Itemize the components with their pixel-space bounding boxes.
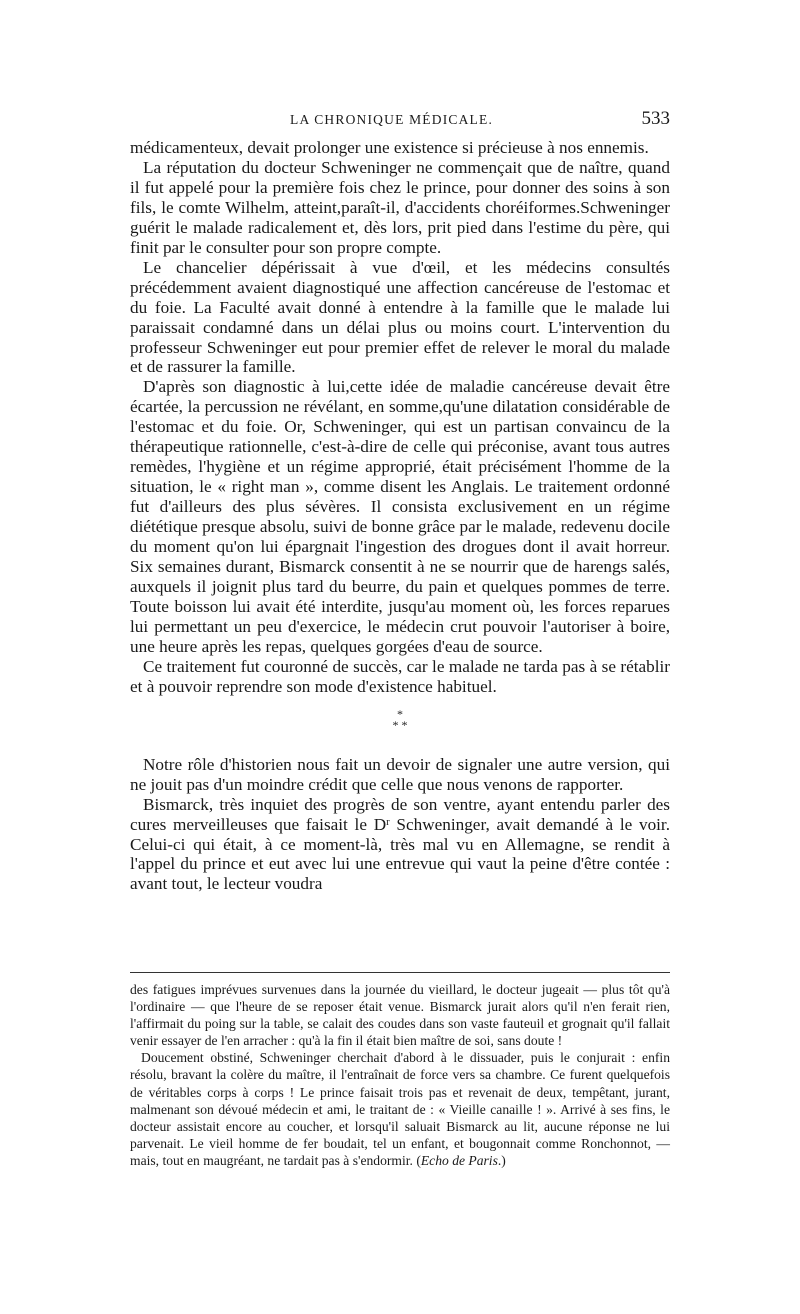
page-number: 533 — [641, 108, 670, 129]
running-title: LA CHRONIQUE MÉDICALE. — [290, 112, 494, 127]
footnote-continuation: des fatigues imprévues survenues dans la journée du vieillard, le docteur jugeait — plus tôt qu'à l'ordinaire — que l'heure de se reposer était venue. Bismarck jurait alors qu'il n'en ferait rien, l'affirmait du poing sur la table, se calait des coudes dans son vaste fauteuil et grognait qu'il fallait venir essayer de l'en arracher : qu'à la fin il était bien maître de soi, sans doute ! — [130, 982, 670, 1049]
paragraph-6: Notre rôle d'historien nous fait un devoir de signaler une autre version, qui ne jouit pas d'un moindre crédit que celle que nous venons de rapporter. — [130, 754, 670, 794]
footnote-divider — [130, 972, 670, 973]
footnote-2-text: Doucement obstiné, Schweninger cherchait d'abord à le dissuader, puis le conjurait : enfin résolu, bravant la colère du maître, il l'entraînait de force vers sa chambre. Ce furent quelquefois de véritables corps à corps ! Le prince faisait trois pas et revenait de deux, tempêtant, jurant, malmenant son dévoué médecin et ami, le traitant de : « Vieille canaille ! ». Arrivé à ses fins, le docteur assistait encore au coucher, et lorsqu'il saluait Bismarck au lit, aucune réponse ne lui parvenait. Le vieil homme de fer boudait, tel un enfant, et bougonnait comme Ronchonnot, — mais, tout en maugréant, ne tardait pas à s'endormir. ( — [130, 1050, 670, 1168]
paragraph-7-end: Schweninger, avait demandé à le voir. Celui-ci qui était, à ce moment-là, très mal vu en Allemagne, se rendit à l'appel du prince et eut avec lui une entrevue qui vaut la peine d'être contée : avant tout, le lecteur voudra — [130, 814, 671, 894]
footnote-source: Echo de Paris — [420, 1152, 498, 1168]
body-text — [130, 138, 670, 894]
doctor-abbrev-superscript: r — [386, 816, 390, 828]
paragraph-7-start: Bismarck, très inquiet des progrès de son ventre, ayant entendu parler des cures merveilleuses que faisait le D — [130, 794, 670, 834]
paragraph-7 — [130, 795, 670, 895]
paragraph-3: Le chancelier dépérissait à vue d'œil, et les médecins consultés précédemment avaient diagnostiqué une affection cancéreuse de l'estomac et du foie. La Faculté avait donné à entendre à la famille que le malade lui paraissait condamné dans un délai plus ou moins court. L'intervention du professeur Schweninger eut pour premier effet de relever le moral du malade et de rassurer la famille. — [130, 257, 670, 377]
footnote-paragraph-2 — [130, 1049, 670, 1169]
asterism-bottom: * * — [392, 717, 408, 732]
paragraph-2: La réputation du docteur Schweninger ne commençait que de naître, quand il fut appelé pour la première fois chez le prince, pour donner des soins à son fils, le comte Wilhelm, atteint,paraît-il, d'accidents choréiformes.Schweninger guérit le malade radicalement et, dès lors, prit pied dans l'estime du père, qui finit par le consulter pour son propre compte. — [130, 157, 670, 257]
section-break-asterism — [130, 697, 670, 755]
page-header — [130, 108, 670, 132]
paragraph-5: Ce traitement fut couronné de succès, car le malade ne tarda pas à se rétablir et à pouvoir reprendre son mode d'existence habituel. — [130, 656, 670, 696]
footnote-2-end: .) — [497, 1152, 506, 1168]
footnotes — [130, 981, 670, 1169]
paragraph-1: médicamenteux, devait prolonger une existence si précieuse à nos ennemis. — [130, 138, 649, 157]
paragraph-4: D'après son diagnostic à lui,cette idée de maladie cancéreuse devait être écartée, la percussion ne révélant, en somme,qu'une dilatation considérable de l'estomac et du foie. Or, Schweninger, qui est un partisan convaincu de la thérapeutique rationnelle, c'est-à-dire de celle qui préconise, avant tous autres remèdes, l'hygiène et un régime approprié, était précisément l'homme de la situation, le « right man », comme disent les Anglais. Le traitement ordonné fut d'ailleurs des plus sévères. Il consista exclusivement en un régime diététique presque absolu, suivi de bonne grâce par le malade, redevenu docile du moment qu'on lui épargnait l'ingestion des drogues dont il avait horreur. Six semaines durant, Bismarck consentit à ne se nourrir que de harengs salés, auxquels il joignit plus tard du beurre, du pain et quelques pommes de terre. Toute boisson lui avait été interdite, jusqu'au moment où, les forces reparues lui permettant un peu d'exercice, le médecin crut pouvoir l'autoriser à boire, une heure après les repas, quelques gorgées d'eau de source. — [130, 377, 670, 656]
asterism-top: * — [397, 706, 403, 721]
